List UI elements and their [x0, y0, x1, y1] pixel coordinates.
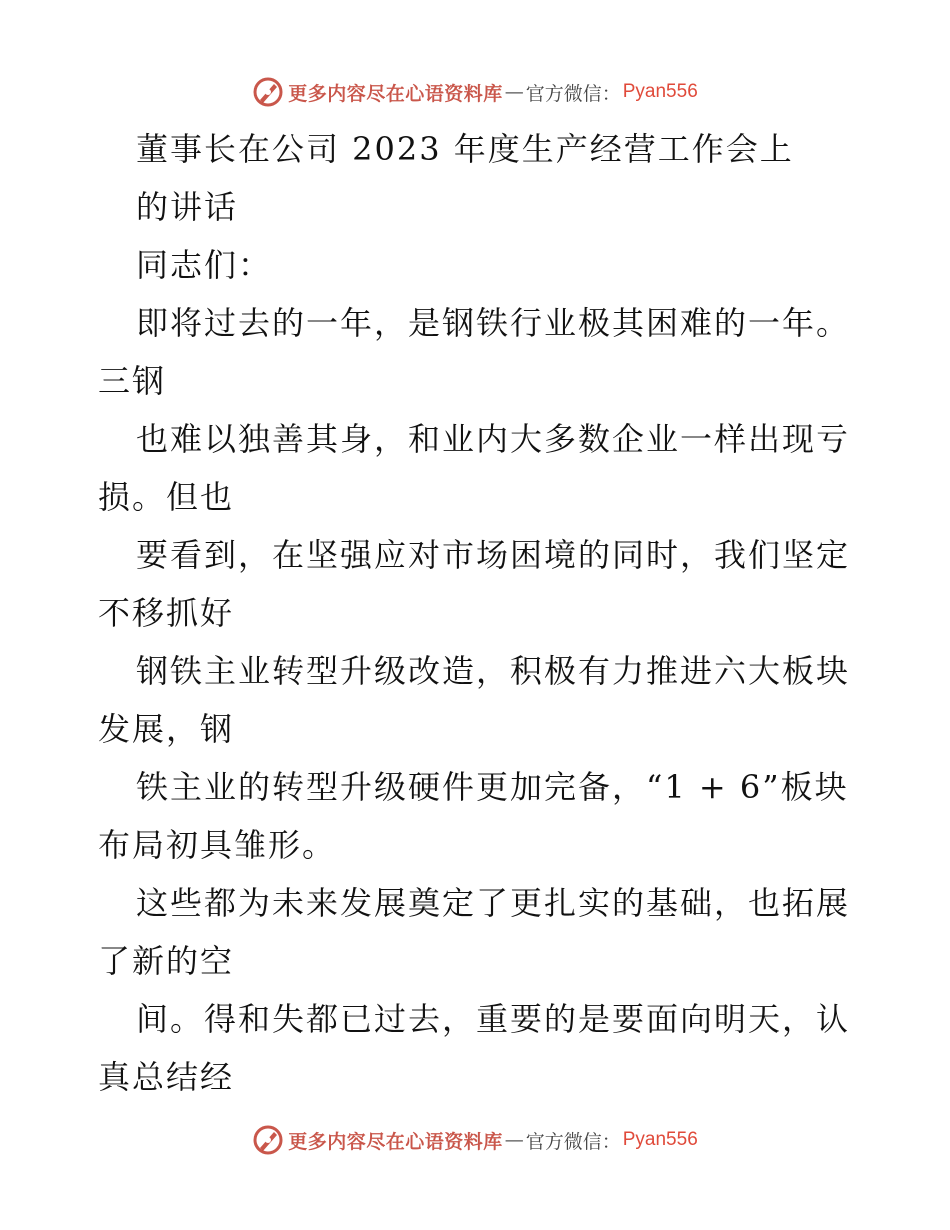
body-line: 发展，钢 [98, 710, 235, 748]
banner-main-text: 更多内容尽在心语资料库 [288, 82, 503, 105]
banner-main-text: 更多内容尽在心语资料库 [288, 1130, 503, 1153]
footer-watermark-banner [0, 1120, 950, 1160]
body-line: 真总结经 [98, 1058, 235, 1096]
body-paragraphs [98, 294, 858, 1106]
body-line: 铁主业的转型升级硬件更加完备，“1 + 6”板块 [136, 768, 849, 806]
body-line: 不移抓好 [98, 594, 235, 632]
title-line: 董事长在公司 2023 年度生产经营工作会上 [136, 130, 794, 168]
body-line: 三钢 [98, 362, 167, 400]
body-line: 钢铁主业转型升级改造，积极有力推进六大板块 [136, 652, 851, 690]
banner-separator: — [504, 1129, 524, 1151]
banner-wechat-id: Pyan556 [622, 1129, 698, 1150]
body-line: 要看到，在坚强应对市场困境的同时，我们坚定 [136, 536, 851, 574]
banner-separator: — [504, 81, 524, 103]
header-watermark-banner [0, 72, 950, 112]
body-line: 即将过去的一年，是钢铁行业极其困难的一年。 [136, 304, 851, 342]
banner-wechat-id: Pyan556 [622, 81, 698, 102]
body-line: 布局初具雏形。 [98, 826, 337, 864]
banner-wechat-label: 官方微信： [525, 82, 621, 105]
pen-logo-icon [252, 1124, 284, 1156]
document-body [98, 120, 858, 1106]
salutation: 同志们： [136, 246, 273, 284]
pen-logo-icon [252, 76, 284, 108]
banner-wechat-label: 官方微信： [525, 1130, 621, 1153]
document-title [98, 120, 858, 236]
body-line: 了新的空 [98, 942, 235, 980]
body-line: 这些都为未来发展奠定了更扎实的基础，也拓展 [136, 884, 851, 922]
title-line: 的讲话 [136, 188, 239, 226]
body-line: 间。得和失都已过去，重要的是要面向明天，认 [136, 1000, 851, 1038]
body-line: 损。但也 [98, 478, 235, 516]
body-line: 也难以独善其身，和业内大多数企业一样出现亏 [136, 420, 851, 458]
